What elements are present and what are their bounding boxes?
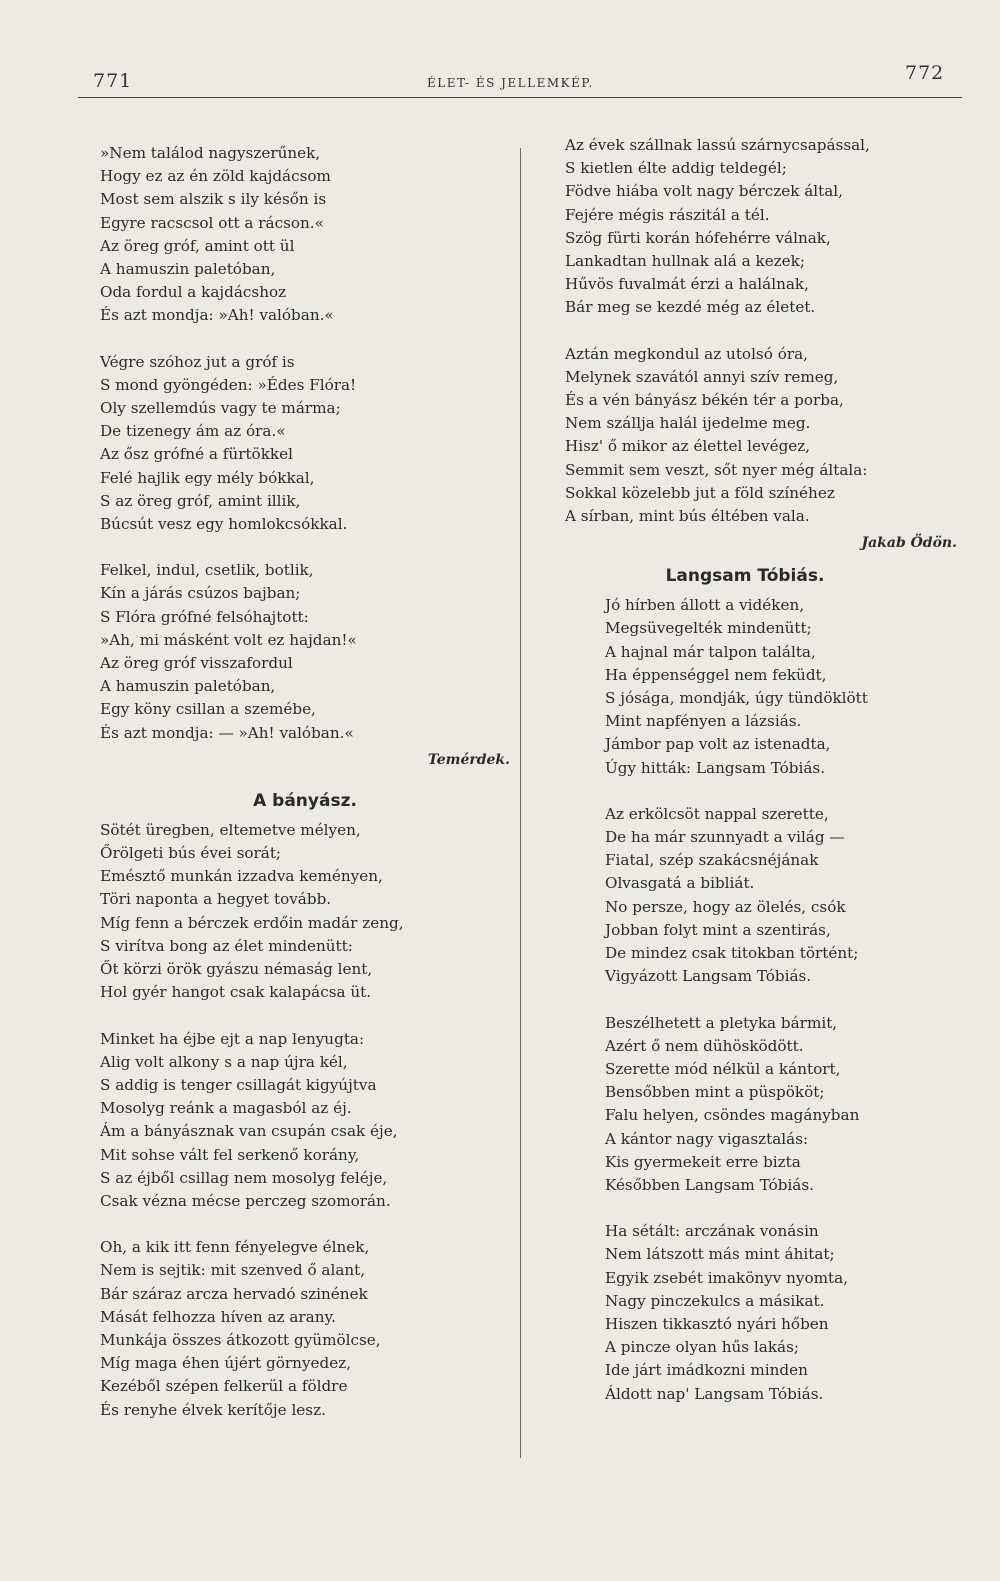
verse-line: Sokkal közelebb jut a föld színéhez [565, 483, 835, 502]
verse-line: S az éjből csillag nem mosolyg feléje, [100, 1168, 388, 1187]
verse-line: Őrölgeti bús évei sorát; [100, 844, 282, 863]
stanza-gap [100, 1005, 510, 1028]
verse-line: Hol gyér hangot csak kalapácsa üt. [100, 983, 372, 1002]
verse-line: »Ah, mi másként volt ez hajdan!« [100, 630, 357, 649]
verse-line: Kín a járás csúzos bajban; [100, 584, 301, 603]
left-page-number: 771 [93, 70, 133, 92]
author-signature: Jakab Ödön. [861, 535, 957, 552]
verse-line: Fiatal, szép szakácsnéjának [605, 851, 819, 870]
poem-title: A bányász. [253, 790, 357, 811]
running-header: ÉLET- ÉS JELLEMKÉP. [427, 76, 594, 90]
verse-line: Oda fordul a kajdácshoz [100, 283, 287, 302]
right-column [565, 134, 965, 1406]
verse-line: Alig volt alkony s a nap újra kél, [100, 1052, 348, 1071]
stanza [565, 343, 965, 529]
verse-line: Oly szellemdús vagy te márma; [100, 399, 341, 418]
verse-line: És a vén bányász békén tér a porba, [565, 391, 844, 410]
verse-line: Sötét üregben, eltemetve mélyen, [100, 820, 361, 839]
verse-line: Egy köny csillan a szemébe, [100, 700, 316, 719]
verse-line: Melynek szavától annyi szív remeg, [565, 367, 839, 386]
stanza-gap [605, 989, 965, 1012]
right-page-number: 772 [905, 62, 945, 84]
verse-line: Vigyázott Langsam Tóbiás. [605, 967, 812, 986]
verse-line: Nagy pinczekulcs a másikat. [605, 1291, 825, 1310]
verse-line: Búcsút vesz egy homlokcsókkal. [100, 515, 348, 534]
verse-line: Hiszen tikkasztó nyári hőben [605, 1314, 829, 1333]
verse-line: Nem látszott más mint áhitat; [605, 1245, 835, 1264]
verse-line: Most sem alszik s ily későn is [100, 190, 327, 209]
verse-line: Munkája összes átkozott gyümölcse, [100, 1330, 381, 1349]
verse-line: De mindez csak titokban történt; [605, 944, 859, 963]
verse-line: Nem szállja halál ijedelme meg. [565, 414, 811, 433]
verse-line: S addig is tenger csillagát kigyújtva [100, 1075, 377, 1094]
verse-line: Megsüvegelték mindenütt; [605, 619, 812, 638]
stanza-gap [605, 780, 965, 803]
verse-line: Egyik zsebét imakönyv nyomta, [605, 1268, 849, 1287]
stanza [605, 1220, 965, 1406]
stanza-gap [100, 536, 510, 559]
verse-line: Úgy hitták: Langsam Tóbiás. [605, 758, 826, 777]
stanza [100, 559, 510, 745]
verse-line: De ha már szunnyadt a világ — [605, 828, 845, 847]
verse-line: Töri naponta a hegyet tovább. [100, 890, 332, 909]
verse-line: Végre szóhoz jut a gróf is [100, 352, 295, 371]
verse-line: Födve hiába volt nagy bérczek által, [565, 182, 843, 201]
verse-line: Bensőbben mint a püspököt; [605, 1083, 825, 1102]
stanza [100, 819, 510, 1005]
stanza [100, 1236, 510, 1422]
verse-line: Azért ő nem dühösködött. [605, 1036, 804, 1055]
verse-line: Ha éppenséggel nem feküdt, [605, 665, 827, 684]
verse-line: És renyhe élvek kerítője lesz. [100, 1400, 326, 1419]
verse-line: S mond gyöngéden: »Édes Flóra! [100, 375, 357, 394]
verse-line: Jobban folyt mint a szentirás, [605, 920, 831, 939]
verse-line: Szög fürti korán hófehérre válnak, [565, 228, 831, 247]
verse-line: S jósága, mondják, úgy tündöklött [605, 689, 868, 708]
stanza-gap [100, 328, 510, 351]
verse-line: Falu helyen, csöndes magányban [605, 1106, 860, 1125]
verse-line: De tizenegy ám az óra.« [100, 422, 286, 441]
column-divider [520, 148, 521, 1458]
verse-line: Felkel, indul, csetlik, botlik, [100, 561, 314, 580]
verse-line: A hamuszin paletóban, [100, 260, 276, 279]
verse-line: És azt mondja: — »Ah! valóban.« [100, 723, 354, 742]
verse-line: Jó hírben állott a vidéken, [605, 596, 805, 615]
verse-line: Minket ha éjbe ejt a nap lenyugta: [100, 1029, 365, 1048]
verse-line: Oh, a kik itt fenn fényelegve élnek, [100, 1238, 370, 1257]
verse-line: S kietlen élte addig teldegél; [565, 159, 787, 178]
verse-line: S virítva bong az élet mindenütt: [100, 936, 353, 955]
verse-line: Csak vézna mécse perczeg szomorán. [100, 1191, 391, 1210]
verse-line: Ha sétált: arczának vonásin [605, 1222, 819, 1241]
verse-line: Szerette mód nélkül a kántort, [605, 1059, 841, 1078]
verse-line: Míg fenn a bérczek erdőin madár zeng, [100, 913, 404, 932]
verse-line: Lankadtan hullnak alá a kezek; [565, 252, 805, 271]
verse-line: Későbben Langsam Tóbiás. [605, 1175, 814, 1194]
stanza [100, 351, 510, 537]
stanza-gap [605, 1197, 965, 1220]
verse-line: Aztán megkondul az utolsó óra, [565, 344, 808, 363]
verse-line: A sírban, mint bús éltében vala. [565, 507, 810, 526]
poem-stanzas [605, 594, 965, 1406]
verse-line: Kezéből szépen felkerül a földre [100, 1377, 348, 1396]
verse-line: Áldott nap' Langsam Tóbiás. [605, 1384, 824, 1403]
verse-line: No persze, hogy az ölelés, csók [605, 897, 846, 916]
verse-line: Bár meg se kezdé még az életet. [565, 298, 816, 317]
verse-line: S az öreg gróf, amint illik, [100, 491, 301, 510]
verse-line: És azt mondja: »Ah! valóban.« [100, 306, 334, 325]
verse-line: Kis gyermekeit erre bizta [605, 1152, 801, 1171]
verse-line: Hogy ez az én zöld kajdácsom [100, 167, 331, 186]
verse-line: »Nem találod nagyszerűnek, [100, 144, 321, 162]
left-column [100, 142, 510, 1422]
verse-line: Az öreg gróf visszafordul [100, 654, 293, 673]
poem-stanzas [565, 134, 965, 528]
verse-line: Semmit sem veszt, sőt nyer még általa: [565, 460, 868, 479]
verse-line: Ide járt imádkozni minden [605, 1361, 808, 1380]
verse-line: Mosolyg reánk a magasból az éj. [100, 1099, 352, 1118]
verse-line: A pincze olyan hűs lakás; [605, 1338, 799, 1357]
verse-line: S Flóra grófné felsóhajtott: [100, 607, 309, 626]
stanza [100, 1028, 510, 1214]
header-rule [78, 97, 962, 98]
stanza [100, 142, 510, 328]
stanza [605, 803, 965, 989]
verse-line: Az ősz grófné a fürtökkel [100, 445, 293, 464]
verse-line: Jámbor pap volt az istenadta, [605, 735, 831, 754]
verse-line: Ám a bányásznak van csupán csak éje, [100, 1122, 398, 1141]
author-signature: Temérdek. [427, 751, 510, 768]
stanza [605, 1012, 965, 1198]
stanza [605, 594, 965, 780]
verse-line: Beszélhetett a pletyka bármit, [605, 1013, 838, 1032]
poem-title: Langsam Tóbiás. [665, 566, 825, 587]
verse-line: A kántor nagy vigasztalás: [605, 1129, 809, 1148]
verse-line: Az erkölcsöt nappal szerette, [605, 804, 829, 823]
stanza [565, 134, 965, 320]
verse-line: Bár száraz arcza hervadó szinének [100, 1284, 368, 1303]
verse-line: Mását felhozza híven az arany. [100, 1307, 336, 1326]
verse-line: A hajnal már talpon találta, [605, 642, 816, 661]
verse-line: Hűvös fuvalmát érzi a halálnak, [565, 275, 809, 294]
stanza-gap [100, 1213, 510, 1236]
poem-stanzas [100, 819, 510, 1422]
poem-stanzas [100, 142, 510, 745]
verse-line: Egyre racscsol ott a rácson.« [100, 213, 324, 232]
verse-line: Az öreg gróf, amint ott ül [100, 236, 295, 255]
verse-line: Felé hajlik egy mély bókkal, [100, 468, 315, 487]
verse-line: Nem is sejtik: mit szenved ő alant, [100, 1261, 366, 1280]
verse-line: Olvasgatá a bibliát. [605, 874, 755, 893]
verse-line: A hamuszin paletóban, [100, 677, 276, 696]
verse-line: Emésztő munkán izzadva keményen, [100, 867, 383, 886]
verse-line: Fejére mégis rászitál a tél. [565, 205, 770, 224]
verse-line: Mint napfényen a lázsiás. [605, 712, 802, 731]
verse-line: Míg maga éhen újért görnyedez, [100, 1354, 352, 1373]
verse-line: Őt körzi örök gyászu némaság lent, [100, 960, 373, 979]
stanza-gap [565, 320, 965, 343]
verse-line: Mit sohse vált fel serkenő korány, [100, 1145, 360, 1164]
verse-line: Az évek szállnak lassú szárnycsapással, [565, 136, 870, 154]
verse-line: Hisz' ő mikor az élettel levégez, [565, 437, 811, 456]
